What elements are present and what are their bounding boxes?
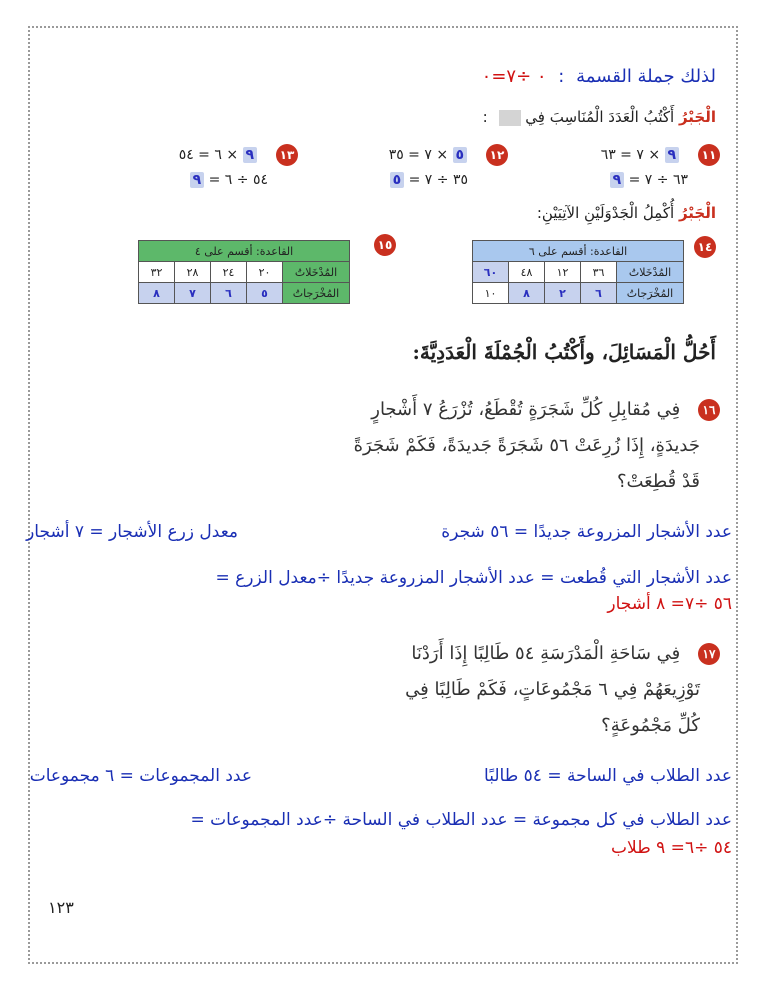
- answer-box: ٩: [243, 147, 258, 163]
- output-cell-answer: ٨: [509, 283, 545, 304]
- question-number: ١١: [698, 144, 720, 166]
- algebra-label: الْجَبْرُ: [678, 204, 716, 222]
- input-cell: ٣٢: [139, 262, 175, 283]
- answer-box: ٩: [190, 172, 205, 188]
- output-cell: ١٠: [473, 283, 509, 304]
- table-rule-row: [473, 241, 684, 262]
- work17-relation: عدد الطلاب في كل مجموعة = عدد الطلاب في الساحة ÷عدد المجموعات =: [190, 810, 732, 830]
- table-inputs-row: [139, 262, 350, 283]
- output-cell-answer: ٥: [247, 283, 283, 304]
- input-cell: ٣٦: [581, 262, 617, 283]
- work16-given2: معدل زرع الأشجار = ٧ أشجار: [26, 522, 238, 542]
- input-cell-answer: ٦٠: [473, 262, 509, 283]
- problem-16: [354, 392, 720, 500]
- work17-answer: ٥٤ ÷٦= ٩ طلاب: [611, 838, 732, 858]
- table-outputs-row: [139, 283, 350, 304]
- input-cell: ٢٠: [247, 262, 283, 283]
- equation: × ٧ = ٦٣: [600, 147, 661, 163]
- problem-line: كُلِّ مَجْمُوعَةٍ؟: [601, 715, 700, 736]
- equation: ٣٥ ÷ ٧ =: [408, 172, 468, 188]
- output-cell-answer: ٦: [581, 283, 617, 304]
- exercise-12: [389, 144, 508, 166]
- problem-line: تَوْزِيعَهُمْ فِي ٦ مَجْمُوعَاتٍ، فَكَمْ طَالِبًا فِي: [405, 679, 700, 700]
- problem-line: [354, 392, 720, 428]
- question-number-15: ١٥: [374, 234, 396, 256]
- tables-instruction: أُكْمِلُ الْجَدْوَلَيْنِ الآتِيَيْنِ:: [536, 204, 675, 222]
- intro-text: لذلك جملة القسمة: [576, 66, 716, 87]
- exercise-13: [179, 144, 298, 166]
- rule-table-15: [138, 240, 350, 304]
- blank-box-icon: [499, 110, 521, 126]
- rule-label: القاعدة: أقسم على ٦: [473, 241, 684, 262]
- table-inputs-row: [473, 262, 684, 283]
- intro-equation: ٠ ÷٧=٠: [481, 66, 547, 87]
- problem-line: قَدْ قُطِعَتْ؟: [616, 471, 700, 492]
- work16-answer: ٥٦ ÷٧= ٨ أشجار: [607, 594, 732, 614]
- intro-colon: :: [558, 66, 565, 87]
- output-cell-answer: ٨: [139, 283, 175, 304]
- intro-line: [482, 66, 716, 87]
- equation: × ٦ = ٥٤: [178, 147, 239, 163]
- answer-box: ٥: [390, 172, 405, 188]
- input-cell: ٢٨: [175, 262, 211, 283]
- section-fill-heading: [483, 108, 716, 126]
- work17-given2: عدد المجموعات = ٦ مجموعات: [29, 766, 252, 786]
- inputs-label: المُدْخَلاتُ: [617, 262, 684, 283]
- output-cell-answer: ٦: [211, 283, 247, 304]
- output-cell-answer: ٢: [545, 283, 581, 304]
- input-cell: ٢٤: [211, 262, 247, 283]
- problem-text: فِي مُقابِلِ كُلِّ شَجَرَةٍ تُقْطَعُ، تُزْرَعُ ٧ أَشْجارٍ: [371, 399, 681, 420]
- rule-table-14: [472, 240, 684, 304]
- fill-colon: :: [482, 108, 488, 126]
- question-number: ١٢: [486, 144, 508, 166]
- question-number: ١٦: [698, 399, 720, 421]
- input-cell: ١٢: [545, 262, 581, 283]
- problem-text: فِي سَاحَةِ الْمَدْرَسَةِ ٥٤ طَالِبًا إِذَا أَرَدْنَا: [411, 643, 681, 664]
- work16-relation: عدد الأشجار التي قُطعت = عدد الأشجار المزروعة جديدًا ÷معدل الزرع =: [215, 568, 732, 588]
- answer-box: ٥: [453, 147, 468, 163]
- outputs-label: المُخْرَجاتُ: [617, 283, 684, 304]
- outputs-label: المُخْرَجاتُ: [283, 283, 350, 304]
- rule-label: القاعدة: أقسم على ٤: [139, 241, 350, 262]
- answer-box: ٩: [610, 172, 625, 188]
- inputs-label: المُدْخَلاتُ: [283, 262, 350, 283]
- exercise-13-division: [190, 172, 268, 188]
- question-number: ١٣: [276, 144, 298, 166]
- input-cell: ٤٨: [509, 262, 545, 283]
- exercise-11-division: [610, 172, 688, 188]
- table-outputs-row: [473, 283, 684, 304]
- equation: ٦٣ ÷ ٧ =: [628, 172, 688, 188]
- exercise-11: [601, 144, 720, 166]
- answer-box: ٩: [665, 147, 680, 163]
- problems-heading: أَحُلُّ الْمَسَائِلَ، وأَكْتُبُ الْجُمْلَةَ الْعَدَدِيَّةَ:: [412, 340, 716, 364]
- table-rule-row: [139, 241, 350, 262]
- page-number: ١٢٣: [48, 898, 74, 917]
- equation: × ٧ = ٣٥: [388, 147, 449, 163]
- fill-instruction: أَكْتُبُ الْعَدَدَ الْمُنَاسِبَ فِي: [525, 108, 675, 126]
- question-number-14: ١٤: [694, 236, 716, 258]
- problem-line: جَديدَةٍ، إِذَا زُرِعَتْ ٥٦ شَجَرَةً جَديدَةً، فَكَمْ شَجَرَةً: [353, 435, 700, 456]
- equation: ٥٤ ÷ ٦ =: [208, 172, 268, 188]
- question-number: ١٧: [698, 643, 720, 665]
- algebra-label: الْجَبْرُ: [678, 108, 716, 126]
- exercise-12-division: [390, 172, 468, 188]
- output-cell-answer: ٧: [175, 283, 211, 304]
- problem-17: [405, 636, 720, 744]
- section-tables-heading: [537, 204, 716, 222]
- work16-given1: عدد الأشجار المزروعة جديدًا = ٥٦ شجرة: [441, 522, 732, 542]
- work17-given1: عدد الطلاب في الساحة = ٥٤ طالبًا: [484, 766, 732, 786]
- problem-line: [405, 636, 720, 672]
